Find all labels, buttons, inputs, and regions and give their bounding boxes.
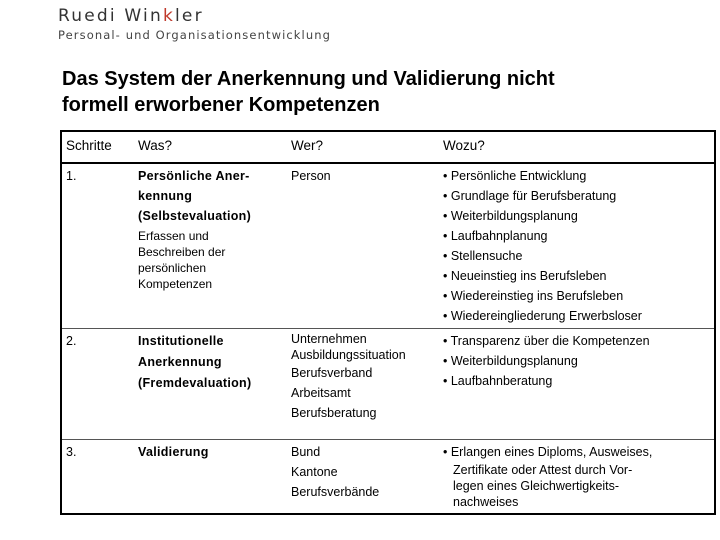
row3-wozu-item-continuation: legen eines Gleichwertigkeits- — [453, 479, 620, 493]
row1-wozu-item: • Stellensuche — [443, 249, 523, 263]
row2-was-title-line: Institutionelle — [138, 334, 224, 348]
row2-wer-line: Arbeitsamt — [291, 386, 351, 400]
row1-wer-line: Person — [291, 169, 331, 183]
header-wer: Wer? — [291, 138, 324, 153]
row2-step: 2. — [60, 329, 132, 440]
row1-was-desc-line: Beschreiben der — [138, 245, 226, 259]
row1-was-desc-line: persönlichen — [138, 261, 207, 275]
row1-wozu-item: • Grundlage für Berufsberatung — [443, 189, 617, 203]
row3-wozu-item-continuation: Zertifikate oder Attest durch Vor- — [453, 463, 633, 477]
competence-table — [60, 130, 716, 516]
row2-wer-line: Berufsberatung — [291, 406, 377, 420]
row1-step: 1. — [66, 169, 77, 183]
row2-was-title — [138, 331, 279, 394]
row1-wozu — [437, 163, 716, 329]
row1-wozu-item: • Laufbahnplanung — [443, 229, 548, 243]
row2-wer-line: Unternehmen — [291, 332, 367, 346]
header-schritte: Schritte — [66, 138, 112, 153]
row3-step: 3. — [60, 440, 132, 516]
row2-wer-line: Berufsverband — [291, 366, 373, 380]
logo-name — [58, 6, 331, 26]
company-logo — [58, 6, 331, 42]
row1-wozu-item: • Wiedereinstieg ins Berufsleben — [443, 289, 624, 303]
row1-wozu-item: • Persönliche Entwicklung — [443, 169, 587, 183]
header-wozu: Wozu? — [443, 138, 485, 153]
table-row — [60, 329, 716, 440]
row3-wer-line: Berufsverbände — [291, 485, 380, 499]
row3-wer-line: Kantone — [291, 465, 338, 479]
row2-wer — [285, 329, 437, 440]
row3-was-title: Validierung — [138, 445, 209, 459]
logo-name-highlight: k — [162, 6, 175, 26]
title-line-2: formell erworbener Kompetenzen — [62, 94, 380, 116]
row3-was — [132, 440, 285, 516]
title-line-1: Das System der Anerkennung und Validierung nicht — [62, 68, 555, 90]
row3-wer — [285, 440, 437, 516]
row3-wozu-item: • Erlangen eines Diploms, Ausweises, — [443, 445, 653, 459]
row2-wer-line: Ausbildungssituation — [291, 348, 406, 362]
row1-was-title-line: kennung — [138, 189, 193, 203]
logo-subtitle: Personal- und Organisationsentwicklung — [58, 28, 332, 42]
row1-was-description — [138, 228, 279, 292]
row1-was-title-line: (Selbstevaluation) — [138, 209, 252, 223]
row1-was-desc-line: Erfassen und — [138, 229, 209, 243]
row2-wozu-item: • Transparenz über die Kompetenzen — [443, 334, 650, 348]
row1-wer — [285, 163, 437, 329]
header-was: Was? — [138, 138, 173, 153]
row2-was-title-line: (Fremdevaluation) — [138, 376, 252, 390]
page-title — [62, 66, 555, 118]
row3-wozu-item-continuation: nachweises — [453, 495, 519, 509]
row2-wozu — [437, 329, 716, 440]
row2-wozu-item: • Laufbahnberatung — [443, 374, 553, 388]
row3-wozu — [437, 440, 716, 516]
table-header-row — [60, 130, 716, 163]
row1-was-desc-line: Kompetenzen — [138, 277, 213, 291]
table-row — [60, 440, 716, 516]
table-row — [60, 163, 716, 329]
row1-was-title — [138, 166, 279, 226]
row3-wer-line: Bund — [291, 445, 321, 459]
row2-was — [132, 329, 285, 440]
row1-wozu-item: • Weiterbildungsplanung — [443, 209, 578, 223]
row1-was-title-line: Persönliche Aner- — [138, 169, 250, 183]
row1-wozu-item: • Neueinstieg ins Berufsleben — [443, 269, 607, 283]
row1-was — [132, 163, 285, 329]
row2-was-title-line: Anerkennung — [138, 355, 222, 369]
logo-name-part2: ler — [174, 6, 204, 26]
row1-wozu-item: • Wiedereingliederung Erwerbsloser — [443, 309, 642, 323]
row2-wozu-item: • Weiterbildungsplanung — [443, 354, 578, 368]
logo-name-part1: Ruedi Win — [58, 6, 163, 26]
